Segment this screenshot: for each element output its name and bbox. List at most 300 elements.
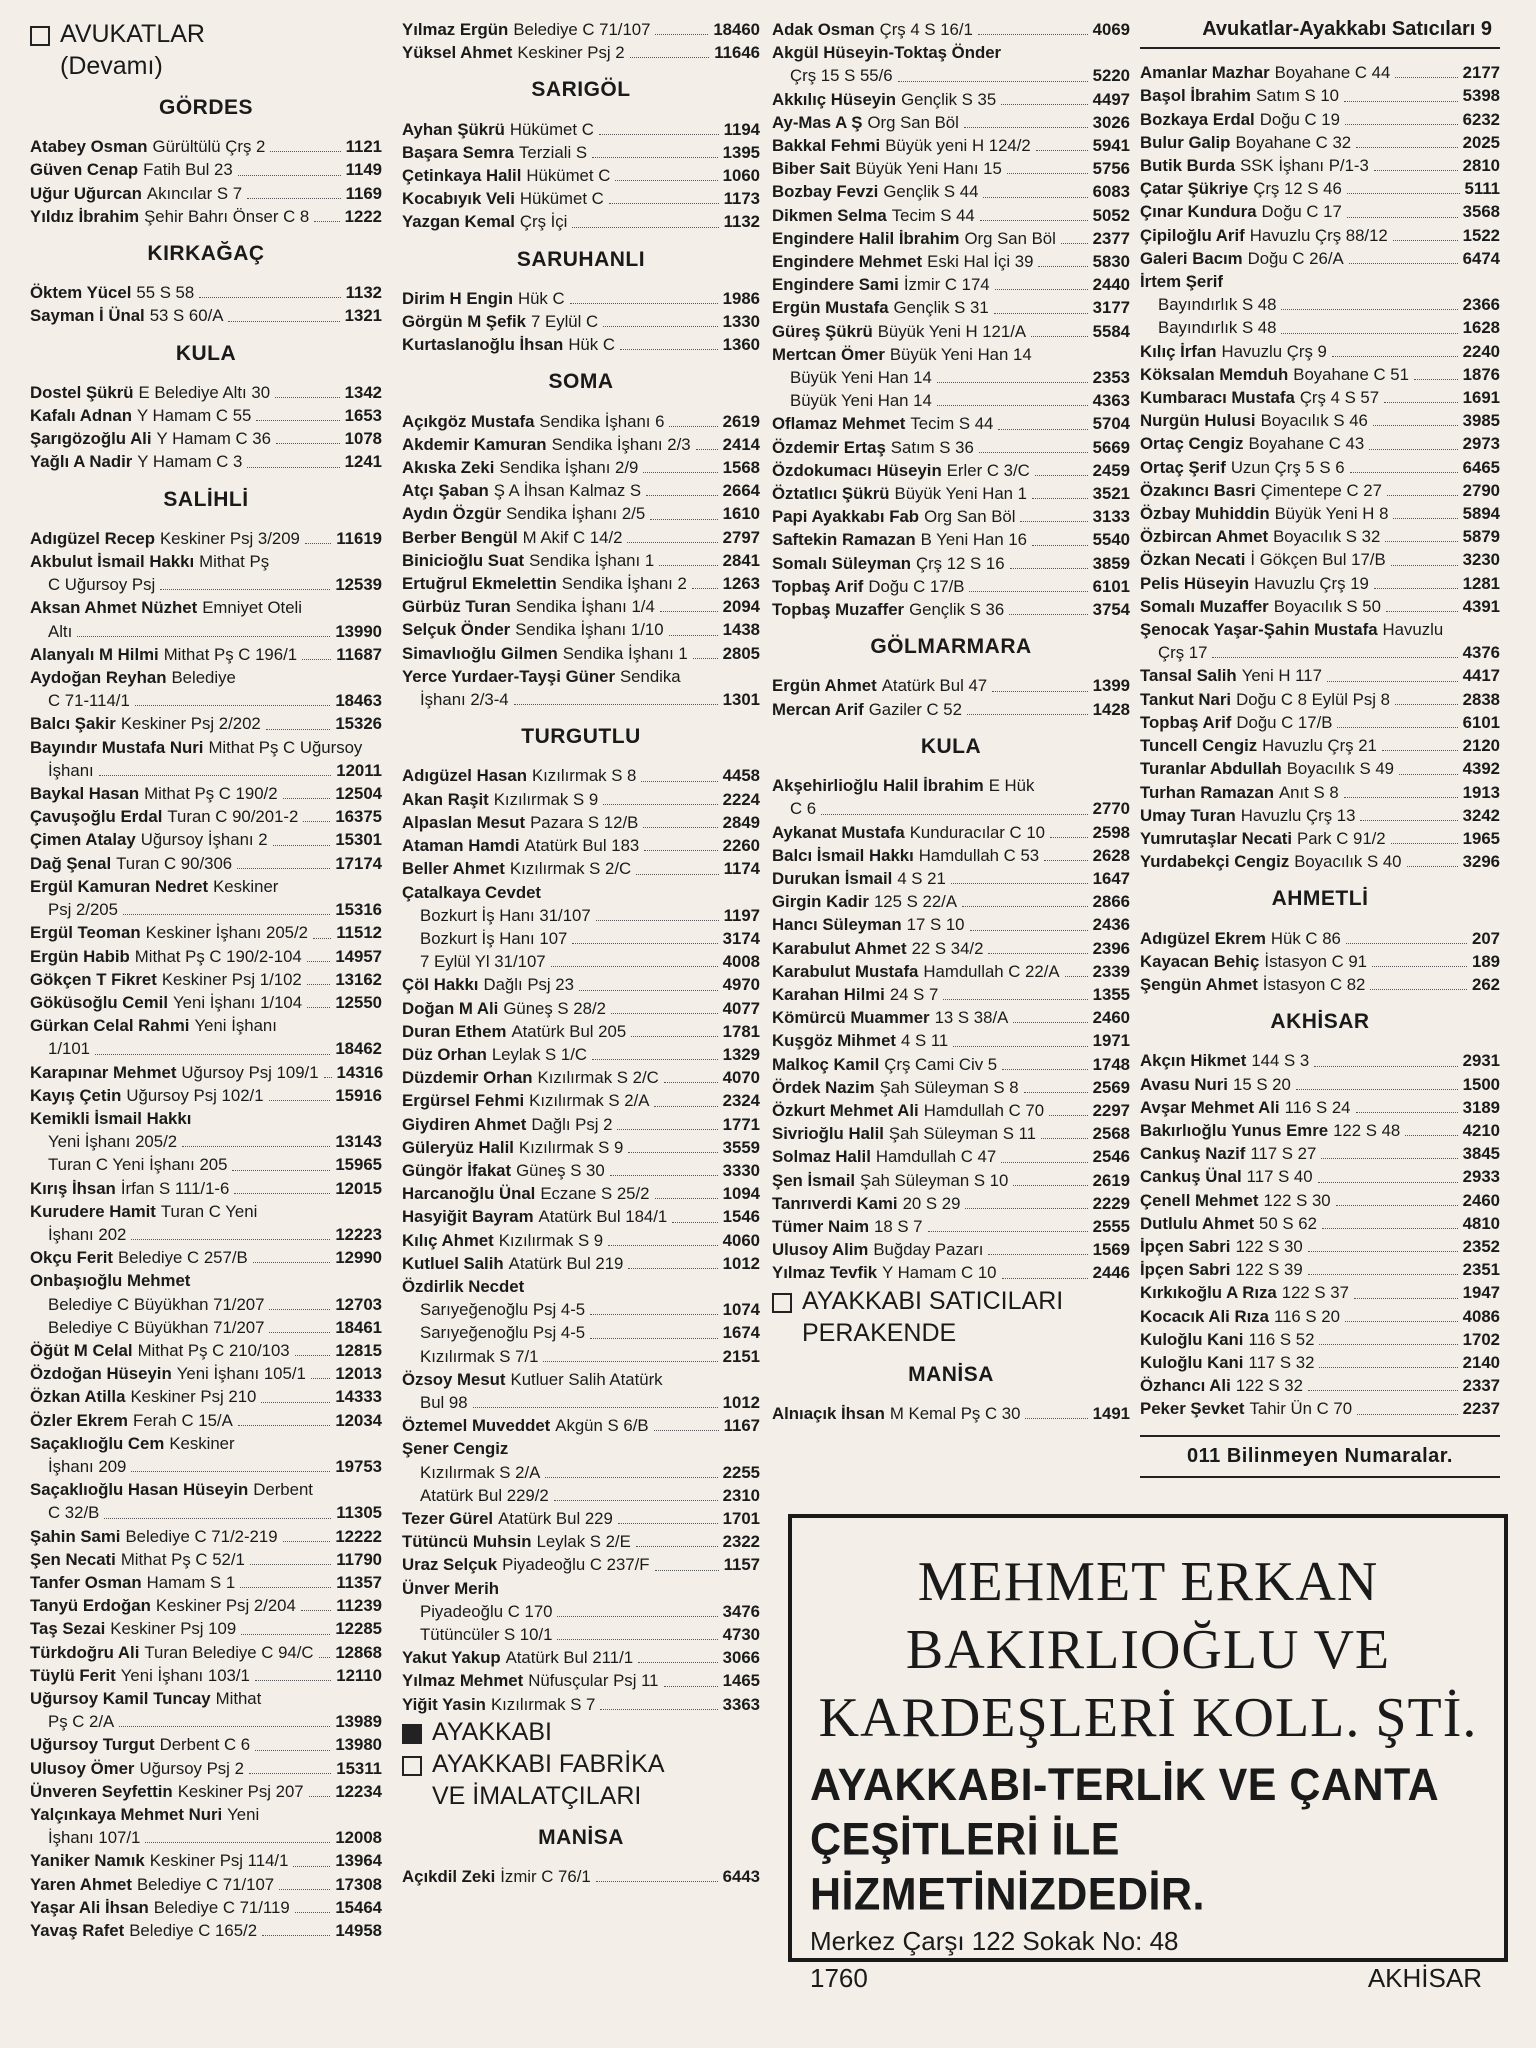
listing-address: Derbent C 6	[159, 1735, 251, 1755]
listing-address: Yeni İşhanı 105/1	[176, 1364, 306, 1384]
listing-name: Özkan Atilla	[30, 1387, 126, 1407]
listing-address: Güneş S 30	[516, 1160, 605, 1180]
listing-name: Engindere Halil İbrahim	[772, 228, 960, 248]
listing-entry	[772, 157, 1130, 180]
listing-phone: 2619	[722, 411, 760, 431]
town-heading: SOMA	[548, 370, 614, 394]
listing-phone: 4060	[722, 1230, 760, 1250]
listing-name: Amanlar Mazhar	[1140, 63, 1270, 83]
dot-leader	[557, 1639, 717, 1640]
listing-phone: 2569	[1092, 1077, 1130, 1097]
listing-entry	[30, 1896, 382, 1919]
listing-entry	[1140, 711, 1500, 734]
listing-entry	[1140, 548, 1500, 571]
dot-leader	[1354, 1298, 1458, 1299]
listing-sub-entry	[402, 950, 760, 973]
listing-name: Tüylü Ferit	[30, 1665, 116, 1685]
listing-entry	[1140, 1119, 1500, 1142]
listing-address: Mithat Pş C 190/2	[144, 784, 278, 804]
listing-entry-second-line	[772, 64, 1130, 87]
listing-address: Yeni İşhanı 103/1	[120, 1665, 250, 1685]
listing-entry	[30, 205, 382, 228]
listing-name: Şen Necati	[30, 1549, 116, 1569]
dot-leader	[319, 1657, 331, 1658]
listing-entry	[402, 595, 760, 618]
listing-address: 117 S 27	[1250, 1144, 1317, 1164]
listing-entry	[772, 821, 1130, 844]
listing-entry	[772, 436, 1130, 459]
dot-leader	[660, 611, 718, 612]
listing-entry	[30, 1362, 382, 1385]
listing-name: Akan Raşit	[402, 789, 489, 809]
listing-phone: 1399	[1092, 676, 1130, 696]
dot-leader	[630, 57, 710, 58]
listing-address: Şah Süleyman S 8	[879, 1077, 1019, 1097]
listing-address: Nüfusçular Psj 11	[528, 1671, 659, 1691]
listing-address: Çrş 4 S 16/1	[879, 20, 973, 39]
listing-name: Berber Bengül	[402, 527, 518, 547]
listing-entry	[1140, 456, 1500, 479]
listing-phone: 4008	[722, 952, 760, 972]
listing-phone: 12008	[335, 1828, 382, 1848]
listing-entry	[30, 1339, 382, 1362]
listing-phone: 2240	[1462, 341, 1500, 361]
listing-phone: 1222	[344, 206, 382, 226]
category-continuation: PERAKENDE	[802, 1318, 957, 1347]
listing-entry	[1140, 363, 1500, 386]
listing-phone: 5894	[1462, 504, 1500, 524]
dot-leader	[545, 1477, 717, 1478]
listing-name: Adıgüzel Recep	[30, 528, 155, 548]
listing-name: Güngör İfakat	[402, 1160, 512, 1180]
listing-address: Tahir Ün C 70	[1249, 1399, 1353, 1419]
listing-name-row	[402, 1275, 760, 1298]
listing-entry	[1140, 595, 1500, 618]
listing-name: Turhan Ramazan	[1140, 782, 1274, 802]
listing-entry	[772, 867, 1130, 890]
listing-entry	[402, 1865, 760, 1888]
listing-phone: 1781	[722, 1021, 760, 1041]
dot-leader	[1360, 820, 1457, 821]
dot-leader	[1395, 704, 1458, 705]
listing-address: Leylak S 2/E	[536, 1532, 631, 1552]
listing-phone: 2459	[1092, 460, 1130, 480]
dot-leader	[1373, 425, 1458, 426]
listing-phone: 1132	[345, 283, 382, 303]
dot-leader	[241, 1634, 330, 1635]
dot-leader	[693, 658, 718, 659]
listing-phone: 13980	[335, 1735, 382, 1755]
listing-phone: 3330	[722, 1160, 760, 1180]
running-head: Avukatlar-Ayakkabı Satıcıları 9	[1140, 18, 1500, 49]
listing-address: Havuzlu Çrş 21	[1262, 736, 1377, 756]
listing-phone: 12504	[335, 784, 382, 804]
listing-phone: 2436	[1092, 915, 1130, 935]
listing-entry	[30, 828, 382, 851]
dot-leader	[579, 990, 718, 991]
dot-leader	[1374, 588, 1458, 589]
listing-address: Keskiner	[213, 876, 279, 896]
listing-name: Özsoy Mesut	[402, 1369, 506, 1389]
dot-leader	[1007, 173, 1088, 174]
listing-name: Durukan İsmail	[772, 868, 893, 888]
listing-address-continued: İşhanı 107/1	[48, 1828, 141, 1848]
dot-leader	[131, 1471, 330, 1472]
listing-phone: 189	[1472, 951, 1500, 971]
listing-name: Yakut Yakup	[402, 1648, 501, 1668]
listing-entry	[30, 782, 382, 805]
listing-address: Kızılırmak S 9	[518, 1137, 624, 1157]
listing-entry	[772, 960, 1130, 983]
listing-name: Bulur Galip	[1140, 132, 1231, 152]
listing-entry	[1140, 734, 1500, 757]
listing-phone: 4376	[1462, 643, 1500, 663]
listing-entry	[30, 643, 382, 666]
listing-name-row	[30, 1269, 382, 1292]
listing-address: Emniyet Oteli	[202, 598, 303, 618]
listing-entry	[402, 1089, 760, 1112]
listing-entry	[402, 1205, 760, 1228]
dot-leader	[1385, 541, 1457, 542]
dot-leader	[620, 349, 718, 350]
listing-entry-second-line	[30, 898, 382, 921]
listing-address: Sendika İşhanı 2/3	[551, 434, 691, 454]
listing-name: Selçuk Önder	[402, 620, 511, 640]
listing-name: Şahin Sami	[30, 1526, 121, 1546]
listing-address: Ş A İhsan Kalmaz S	[493, 481, 642, 501]
listing-phone: 3174	[722, 928, 760, 948]
listing-entry	[772, 273, 1130, 296]
listing-name: Onbaşıoğlu Mehmet	[30, 1271, 191, 1291]
listing-phone: 1965	[1462, 828, 1500, 848]
dot-leader	[599, 134, 719, 135]
listing-entry	[30, 852, 382, 875]
dot-leader	[307, 984, 331, 985]
listing-address: Gürültülü Çrş 2	[152, 137, 266, 157]
listing-sub-entry	[30, 1293, 382, 1316]
listing-address: Sendika İşhanı 1	[562, 643, 688, 663]
dot-leader	[983, 197, 1087, 198]
dot-leader	[1296, 1089, 1458, 1090]
listing-entry	[402, 811, 760, 834]
listing-entry	[1140, 108, 1500, 131]
listing-phone: 2025	[1462, 132, 1500, 152]
dot-leader	[664, 1686, 718, 1687]
listing-name: Hancı Süleyman	[772, 915, 902, 935]
listing-name: Özdoğan Hüseyin	[30, 1364, 172, 1384]
listing-name: Adıgüzel Hasan	[402, 766, 527, 786]
listing-phone: 1060	[722, 166, 760, 186]
listing-name: Dirim H Engin	[402, 288, 513, 308]
listing-address: Pazara S 12/B	[530, 812, 639, 832]
listing-entry	[30, 450, 382, 473]
listing-entry	[402, 642, 760, 665]
listing-entry-second-line	[30, 689, 382, 712]
listing-entry-second-line	[402, 1391, 760, 1414]
listing-phone: 4086	[1462, 1306, 1500, 1326]
listing-address: Mithat	[215, 1689, 262, 1708]
listing-phone: 15965	[335, 1155, 382, 1175]
dot-leader	[1344, 101, 1458, 102]
listing-entry	[772, 552, 1130, 575]
listing-address: Boyacılık S 32	[1273, 527, 1381, 547]
listing-address: Sendika İşhanı 1/4	[515, 597, 655, 617]
listing-sub-entry	[402, 904, 760, 927]
listing-address: Uzun Çrş 5 S 6	[1230, 457, 1345, 477]
dot-leader	[269, 1100, 331, 1101]
listing-address-continued: Altı	[48, 621, 73, 641]
listing-entry	[1140, 386, 1500, 409]
listing-address: M Kemal Pş C 30	[889, 1403, 1021, 1423]
listing-entry	[402, 18, 760, 41]
listing-entry	[1140, 177, 1500, 200]
dot-leader	[554, 1500, 718, 1501]
listing-phone: 12539	[335, 575, 382, 595]
listing-entry	[772, 1192, 1130, 1215]
listing-entry	[772, 1238, 1130, 1261]
dot-leader	[303, 821, 330, 822]
listing-name: Çimen Atalay	[30, 830, 136, 850]
listing-phone: 13989	[335, 1712, 382, 1732]
listing-name: Bozkaya Erdal	[1140, 109, 1255, 129]
listing-address: Kızılırmak S 9	[498, 1230, 604, 1250]
listing-name: Tütüncü Muhsin	[402, 1532, 532, 1552]
listing-address: Büyük Yeni Hanı 15	[855, 159, 1002, 179]
dot-leader	[953, 1046, 1087, 1047]
listing-name: Bayındır Mustafa Nuri	[30, 737, 204, 757]
listing-entry	[1140, 1096, 1500, 1119]
dot-leader	[650, 519, 718, 520]
listing-entry	[772, 204, 1130, 227]
listing-name: Başara Semra	[402, 142, 514, 162]
listing-phone: 2619	[1092, 1170, 1130, 1190]
listing-phone: 17308	[335, 1874, 382, 1894]
listing-address: 22 S 34/2	[911, 938, 984, 958]
dot-leader	[611, 1013, 718, 1014]
listing-phone: 12234	[335, 1781, 382, 1801]
dot-leader	[672, 1222, 717, 1223]
listing-entry	[1140, 1189, 1500, 1212]
dot-leader	[551, 966, 718, 967]
listing-address: 18 S 7	[873, 1216, 923, 1236]
listing-entry	[772, 844, 1130, 867]
listing-address: Sendika İşhanı 1/10	[515, 620, 664, 640]
listing-phone: 12868	[335, 1642, 382, 1662]
dot-leader	[1009, 614, 1087, 615]
listing-phone: 1094	[722, 1184, 760, 1204]
listing-entry-first-line	[30, 666, 382, 689]
listing-address: Kızılırmak S 2/A	[420, 1462, 541, 1482]
listing-phone: 2255	[722, 1462, 760, 1482]
listing-address: Satım S 10	[1255, 86, 1339, 106]
listing-name: Yaşar Ali İhsan	[30, 1897, 149, 1917]
dot-leader	[1032, 498, 1088, 499]
dot-leader	[283, 798, 331, 799]
listing-address: Hükümet C	[526, 166, 611, 186]
dot-leader	[1399, 774, 1458, 775]
listing-name: Kırkıkoğlu A Rıza	[1140, 1283, 1277, 1303]
listing-phone: 15316	[335, 900, 382, 920]
listing-address: Havuzlu	[1382, 620, 1444, 640]
dot-leader	[261, 1402, 330, 1403]
listing-phone: 2140	[1462, 1352, 1500, 1372]
listing-phone: 12990	[335, 1248, 382, 1268]
listing-phone: 1546	[722, 1207, 760, 1227]
dot-leader	[1001, 1162, 1087, 1163]
listing-phone: 5052	[1092, 205, 1130, 225]
column-4-body	[1140, 61, 1500, 1420]
listing-address: Belediye	[171, 668, 236, 688]
listing-entry	[30, 1757, 382, 1780]
listing-name: Karahan Hilmi	[772, 984, 885, 1004]
dot-leader	[572, 943, 717, 944]
listing-address: Hamdullah C 47	[875, 1147, 997, 1167]
town-heading: KIRKAĞAÇ	[147, 242, 265, 266]
dot-leader	[644, 850, 717, 851]
listing-address: Boyahane C 44	[1274, 63, 1391, 83]
listing-entry	[1140, 950, 1500, 973]
listing-entry	[1140, 1073, 1500, 1096]
dot-leader	[1347, 217, 1458, 218]
listing-phone: 1438	[722, 620, 760, 640]
listing-entry	[402, 456, 760, 479]
listing-phone: 3754	[1092, 600, 1130, 620]
dot-leader	[1319, 1367, 1457, 1368]
listing-name: Özbircan Ahmet	[1140, 527, 1269, 547]
dot-leader	[275, 397, 340, 398]
listing-phone: 1876	[1462, 364, 1500, 384]
listing-name: Giydiren Ahmet	[402, 1114, 527, 1134]
listing-name: Çöl Hakkı	[402, 975, 479, 995]
listing-address: Buğday Pazarı	[873, 1240, 984, 1260]
listing-name: Adak Osman	[772, 20, 875, 39]
dot-leader	[1347, 193, 1460, 194]
listing-name: Öztemel Muveddet	[402, 1416, 551, 1436]
listing-phone: 1330	[722, 312, 760, 332]
town-heading: TURGUTLU	[521, 725, 641, 749]
listing-name: Çetinkaya Halil	[402, 166, 522, 186]
town-heading: GÖRDES	[158, 96, 253, 119]
listing-phone: 2120	[1462, 736, 1500, 756]
listing-name: Akbulut İsmail Hakkı	[30, 552, 195, 572]
listing-entry	[402, 526, 760, 549]
dot-leader	[590, 1338, 718, 1339]
listing-address: Büyük Yeni Han 1	[894, 484, 1027, 504]
listing-entry	[1140, 827, 1500, 850]
dot-leader	[1372, 966, 1467, 967]
listing-name: Düzdemir Orhan	[402, 1068, 533, 1088]
listing-name: Kafalı Adnan	[30, 406, 132, 426]
listing-address: Ferah C 15/A	[132, 1410, 233, 1430]
listing-phone: 2770	[1092, 799, 1130, 819]
listing-name-row	[402, 881, 760, 904]
listing-name: Topbaş Muzaffer	[772, 600, 905, 620]
advert-name-line: KARDEŞLERİ KOLL. ŞTİ.	[818, 1687, 1478, 1749]
dot-leader	[307, 1007, 330, 1008]
dot-leader	[994, 313, 1088, 314]
listing-phone: 1167	[723, 1416, 760, 1436]
listing-entry	[30, 158, 382, 181]
dot-leader	[655, 1198, 718, 1199]
advert-address: Merkez Çarşı 122 Sokak No: 48	[810, 1926, 1179, 1956]
listing-phone: 4363	[1092, 391, 1130, 411]
listing-address: Doğu C 17	[1261, 202, 1342, 222]
dot-leader	[821, 814, 1088, 815]
listing-phone: 17174	[335, 853, 382, 873]
listing-entry	[402, 164, 760, 187]
listing-entry	[772, 1215, 1130, 1238]
listing-phone: 12110	[336, 1665, 382, 1685]
dot-leader	[1024, 1092, 1088, 1093]
listing-name: Adıgüzel Ekrem	[1140, 928, 1266, 948]
listing-name: Şener Cengiz	[402, 1439, 509, 1459]
listing-entry-second-line	[772, 797, 1130, 820]
listing-name: Yıldız İbrahim	[30, 206, 140, 226]
listing-phone: 5941	[1092, 136, 1130, 156]
listing-phone: 15916	[335, 1085, 382, 1105]
listing-phone: 4392	[1462, 759, 1500, 779]
listing-address: Kızılırmak S 7/1	[420, 1346, 539, 1366]
dot-leader	[641, 781, 717, 782]
dot-leader	[270, 151, 340, 152]
listing-phone: 16375	[335, 807, 382, 827]
dot-leader	[543, 1361, 717, 1362]
listing-address: Atatürk Bul 47	[881, 676, 988, 696]
listing-address: SSK İşhanı P/1-3	[1240, 156, 1369, 176]
listing-entry	[402, 479, 760, 502]
listing-name: Çatalkaya Cevdet	[402, 882, 541, 902]
dot-leader	[638, 1662, 718, 1663]
listing-address: Keskiner Psj 2/202	[120, 714, 261, 734]
listing-phone: 14316	[336, 1062, 384, 1082]
dot-leader	[1322, 1228, 1458, 1229]
listing-address: Sendika İşhanı 2/9	[499, 458, 639, 478]
listing-phone: 1653	[344, 406, 382, 426]
listing-phone: 2933	[1462, 1167, 1500, 1187]
listing-phone: 1174	[723, 859, 760, 879]
listing-name-row	[402, 1437, 760, 1460]
dot-leader	[1357, 1414, 1458, 1415]
listing-entry	[772, 1261, 1130, 1284]
listing-name: Papi Ayakkabı Fab	[772, 507, 920, 527]
listing-name: Açıkdil Zeki	[402, 1867, 496, 1887]
listing-entry	[772, 1006, 1130, 1029]
dot-leader	[655, 1570, 719, 1571]
listing-name-row	[772, 343, 1130, 366]
dot-leader	[1001, 104, 1087, 105]
listing-entry	[772, 180, 1130, 203]
dot-leader	[1319, 1344, 1457, 1345]
listing-address: Park C 91/2	[1297, 828, 1386, 848]
dot-leader	[237, 868, 330, 869]
dot-leader	[1281, 333, 1457, 334]
listing-address: Anıt S 8	[1278, 782, 1339, 802]
listing-phone: 19753	[335, 1456, 382, 1476]
listing-name: Kırış İhsan	[30, 1178, 116, 1198]
listing-entry	[1140, 1351, 1500, 1374]
listing-phone: 13964	[335, 1851, 382, 1871]
listing-name: Gürkan Celal Rahmi	[30, 1016, 190, 1036]
category-heading-text	[802, 1285, 1063, 1349]
listing-sub-entry	[772, 389, 1130, 412]
dot-leader	[1393, 240, 1458, 241]
listing-address: 116 S 20	[1274, 1306, 1340, 1326]
dot-leader	[1345, 124, 1458, 125]
listing-entry	[772, 1122, 1130, 1145]
listing-entry	[772, 983, 1130, 1006]
dot-leader	[238, 175, 341, 176]
listing-entry	[30, 1617, 382, 1640]
